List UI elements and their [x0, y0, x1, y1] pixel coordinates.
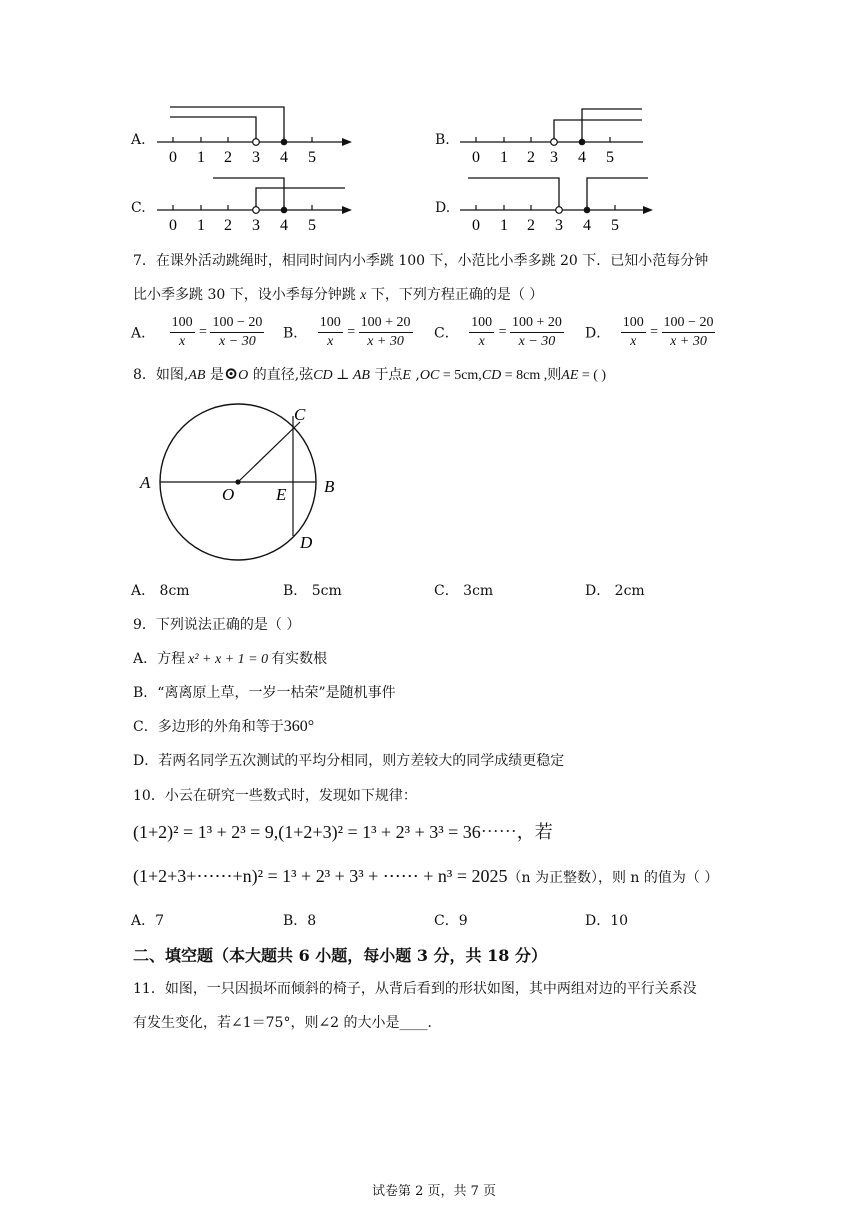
q7-option-a: A． $\frac{100}{x}$ = $\frac{100 - 20}{x - 30}$: [131, 315, 263, 349]
q9-option-a-math: x² + x + 1 = 0: [188, 652, 269, 667]
q8-math: = 5cm,: [439, 368, 482, 383]
perp-symbol: ⊥: [332, 368, 353, 383]
q8-math: = 8cm ,则: [501, 368, 562, 383]
q10-option-d: D．10: [585, 913, 629, 929]
q10-formula-1: (1+2)² = 1³ + 2³ = 9,(1+2+3)² = 1³ + 2³ + 3³ = 36⋯⋯，若: [133, 822, 553, 842]
label-d: D: [300, 533, 313, 552]
number-line-d: [458, 170, 663, 236]
q9-option-d: D．若两名同学五次测试的平均分相同，则方差较大的同学成绩更稳定: [133, 753, 565, 769]
frac-denominator: x − 30: [518, 334, 556, 349]
label-o: O: [222, 485, 235, 504]
tick-label: 2: [224, 149, 232, 166]
q8-math: E: [402, 368, 411, 383]
tick-label: 2: [527, 217, 535, 234]
frac-numerator: 100 + 20: [510, 314, 564, 333]
tick-label: 1: [500, 149, 508, 166]
q8-math: AB: [352, 368, 370, 383]
q9-option-b: B．“离离原上草，一岁一枯荣”是随机事件: [133, 685, 396, 701]
q10-option-c: C．9: [434, 913, 468, 929]
q10-stem: 10．小云在研究一些数式时，发现如下规律：: [133, 788, 417, 804]
tick-label: 3: [555, 217, 563, 234]
tick-label: 5: [606, 149, 614, 166]
frac-numerator: 100 − 20: [662, 314, 716, 333]
tick-label: 1: [197, 149, 205, 166]
page-footer: 试卷第 2 页，共 7 页: [371, 1184, 497, 1199]
tick-label: 4: [280, 217, 288, 234]
q8-math: AB: [188, 368, 206, 383]
q10-formula-2-tail: （n 为正整数），则 n 的值为（ ）: [507, 870, 719, 886]
frac-denominator: x + 30: [367, 334, 404, 349]
tick-label: 4: [583, 217, 591, 234]
q9-stem: 9．下列说法正确的是（ ）: [133, 617, 301, 633]
label-a: A: [140, 473, 151, 492]
q8-math: = ( ): [578, 368, 607, 383]
frac-denominator: x: [327, 334, 334, 349]
tick-label: 0: [169, 217, 177, 234]
tick-label: 4: [280, 149, 288, 166]
tick-label: 0: [472, 149, 480, 166]
q7-variable: x: [360, 288, 367, 303]
q8-text: 是: [205, 367, 224, 383]
tick-label: 5: [308, 149, 316, 166]
q9-option-a: [133, 648, 327, 668]
q7-option-d: D． $\frac{100}{x}$ = $\frac{100 - 20}{x + 30}$: [585, 315, 714, 349]
q9-option-a-text: A．方程: [133, 651, 186, 667]
frac-numerator: 100: [621, 314, 646, 333]
frac-denominator: x − 30: [219, 334, 256, 349]
q8-option-a: A． 8cm: [131, 583, 190, 599]
tick-label: 1: [197, 217, 205, 234]
tick-label: 4: [578, 149, 586, 166]
tick-label: 5: [308, 217, 316, 234]
q8-text: 的直径,弦: [248, 367, 314, 383]
q8-option-c: C． 3cm: [434, 583, 494, 599]
option-letter: C．: [434, 325, 459, 342]
label-c: C: [294, 405, 306, 424]
q7-line1: 7．在课外活动跳绳时，相同时间内小季跳 100 下，小范比小季多跳 20 下．已知小范每分钟: [133, 253, 709, 269]
frac-numerator: 100: [469, 314, 494, 333]
frac-denominator: x: [478, 334, 485, 349]
option-d-letter: D.: [435, 200, 451, 216]
label-e: E: [276, 485, 287, 504]
q8-text: 8．如图,: [133, 367, 189, 383]
q9-option-c: [133, 716, 314, 736]
tick-label: 3: [252, 217, 260, 234]
option-c-letter: C.: [131, 200, 146, 216]
q7-line2: [133, 284, 543, 304]
q8-stem: [133, 364, 606, 384]
section-2-title: 二、填空题（本大题共 6 小题，每小题 3 分，共 18 分）: [133, 946, 547, 965]
q10-formula-2-line: [133, 866, 718, 887]
tick-label: 0: [472, 217, 480, 234]
q10-formula-2: (1+2+3+⋯⋯+n)² = 1³ + 2³ + 3³ + ⋯⋯ + n³ = 2025: [133, 866, 508, 886]
circle-figure: [130, 396, 360, 566]
option-letter: B．: [283, 325, 308, 342]
q8-text: 于点: [369, 367, 403, 383]
q7-option-c: C． $\frac{100}{x}$ = $\frac{100 + 20}{x - 30}$: [434, 315, 562, 349]
q8-option-b: B． 5cm: [283, 583, 342, 599]
q9-option-a-text: 有实数根: [271, 651, 328, 667]
tick-label: 2: [527, 149, 535, 166]
option-letter: A．: [131, 325, 156, 342]
q7-option-b: B． $\frac{100}{x}$ = $\frac{100 + 20}{x + 30}$: [283, 315, 411, 349]
q9-option-c-math: 360°: [283, 718, 315, 735]
tick-label: 3: [252, 149, 260, 166]
q8-math: O: [238, 368, 249, 383]
frac-numerator: 100 + 20: [359, 314, 413, 333]
frac-denominator: x: [178, 334, 186, 349]
label-b: B: [324, 477, 335, 496]
q8-math: CD: [481, 368, 502, 383]
number-line-c: [155, 170, 360, 236]
q8-text: ,: [410, 367, 420, 383]
frac-numerator: 100 − 20: [210, 314, 264, 333]
number-line-b: [458, 100, 663, 170]
q9-option-c-text: C．多边形的外角和等于: [133, 719, 284, 735]
q10-option-b: B．8: [283, 913, 317, 929]
q11-line1: 11．如图，一只因损坏而倾斜的椅子，从背后看到的形状如图，其中两组对边的平行关系没: [133, 981, 697, 997]
q7-line2-text: 比小季多跳 30 下，设小季每分钟跳: [133, 287, 361, 303]
frac-denominator: x + 30: [670, 334, 707, 349]
q8-math: CD: [313, 368, 333, 383]
number-line-a: [155, 100, 360, 170]
tick-label: 3: [550, 149, 558, 166]
frac-numerator: 100: [318, 314, 343, 333]
q8-math: OC: [419, 368, 440, 383]
frac-numerator: 100: [170, 314, 195, 333]
circle-symbol: ⊙: [223, 364, 239, 383]
q11-line2: 有发生变化，若∠1＝75°，则∠2 的大小是____．: [133, 1015, 442, 1031]
option-b-letter: B.: [435, 132, 450, 148]
q10-option-a: A．7: [131, 913, 165, 929]
tick-label: 0: [169, 149, 177, 166]
q7-line2-text: 下，下列方程正确的是（ ）: [366, 287, 544, 303]
q8-math: AE: [561, 368, 579, 383]
option-a-letter: A.: [131, 132, 146, 148]
tick-label: 1: [500, 217, 508, 234]
q8-option-d: D． 2cm: [585, 583, 645, 599]
tick-label: 5: [611, 217, 619, 234]
option-letter: D．: [585, 325, 611, 342]
frac-denominator: x: [630, 334, 637, 349]
tick-label: 2: [224, 217, 232, 234]
